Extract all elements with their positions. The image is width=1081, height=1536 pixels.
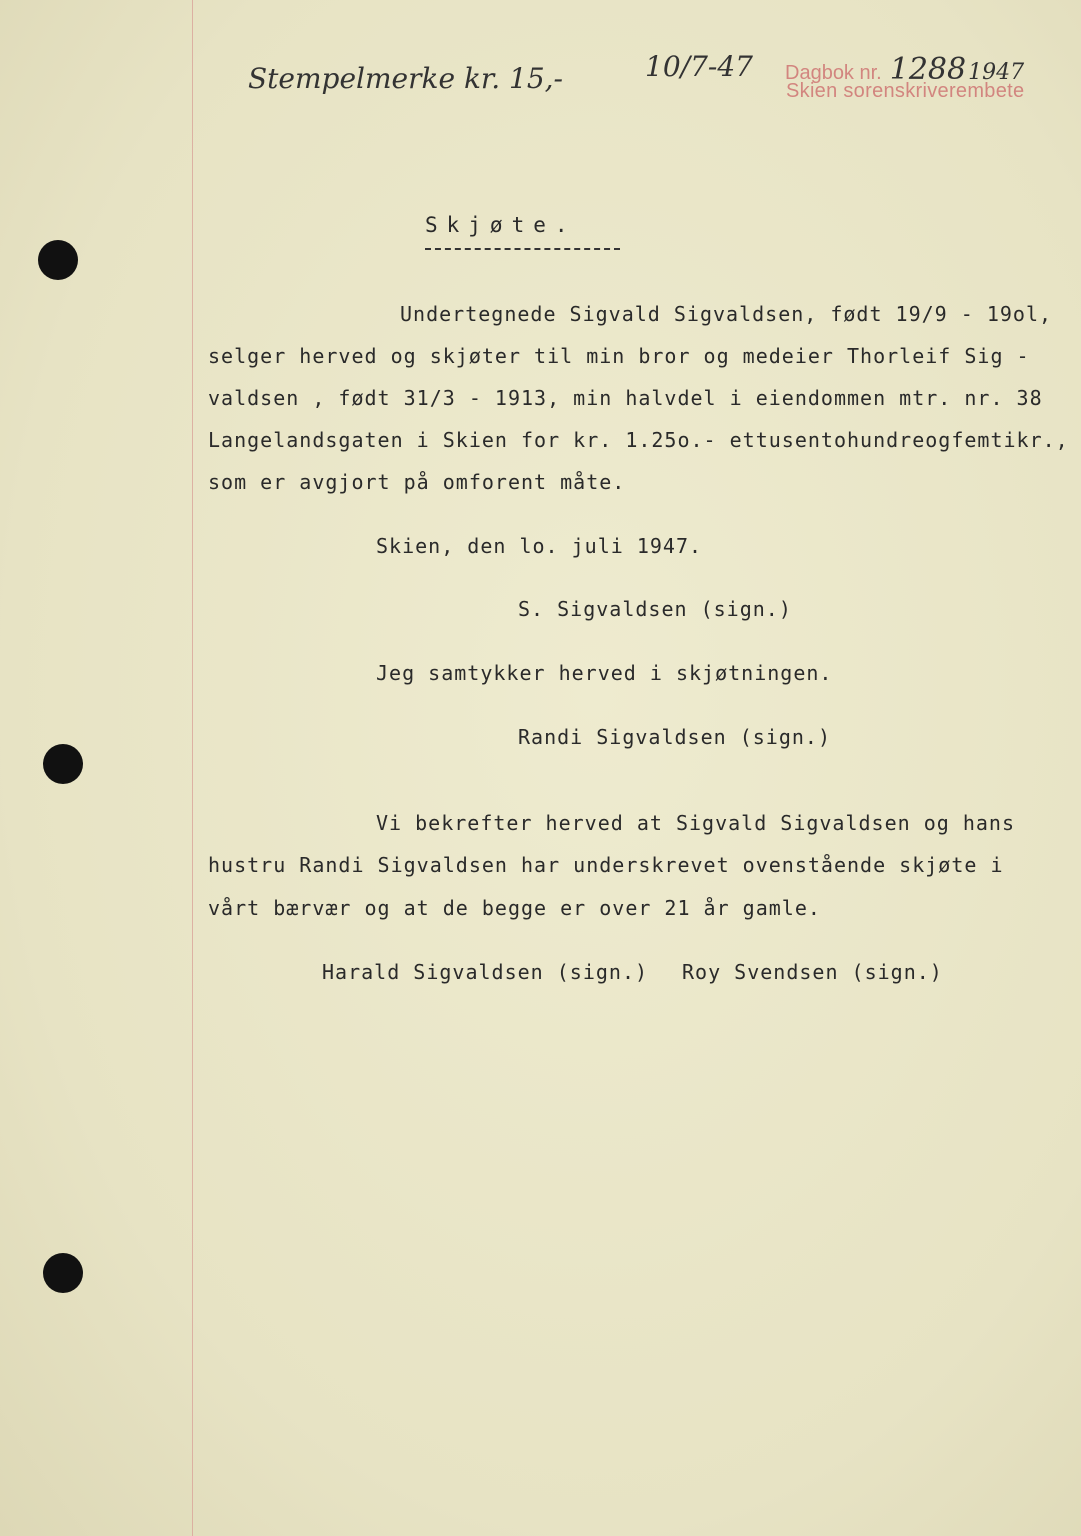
punch-hole-middle	[43, 744, 83, 784]
paragraph2-line2: hustru Randi Sigvaldsen har underskrevet ovenstående skjøte i	[208, 853, 1004, 877]
paragraph1-line3: valdsen , født 31/3 - 1913, min halvdel i eiendommen mtr. nr. 38	[208, 386, 1043, 410]
punch-hole-top	[38, 240, 78, 280]
stamp-label: Dagbok nr.	[785, 62, 882, 84]
stamp-number: 1288	[889, 52, 967, 87]
title-underline	[425, 248, 620, 250]
document-title: Skjøte.	[425, 213, 577, 237]
journal-stamp-office: Skien sorenskriverembete	[786, 80, 1025, 102]
consent-signature: Randi Sigvaldsen (sign.)	[518, 725, 831, 749]
paragraph2-line1: Vi bekrefter herved at Sigvald Sigvaldsen og hans	[376, 811, 1016, 835]
seller-signature: S. Sigvaldsen (sign.)	[518, 597, 792, 621]
witness2-signature: Roy Svendsen (sign.)	[682, 960, 943, 984]
paragraph1-line5: som er avgjort på omforent måte.	[208, 470, 626, 494]
handwritten-stamp-fee: Stempelmerke kr. 15,-	[248, 62, 564, 95]
paragraph2-line3: vårt bærvær og at de begge er over 21 år gamle.	[208, 896, 821, 920]
margin-rule	[192, 0, 193, 1536]
witness1-signature: Harald Sigvaldsen (sign.)	[322, 960, 649, 984]
place-and-date: Skien, den lo. juli 1947.	[376, 534, 703, 558]
handwritten-date: 10/7-47	[645, 50, 753, 83]
stamp-year: 1947	[968, 60, 1025, 85]
paragraph1-line2: selger herved og skjøter til min bror og medeier Thorleif Sig -	[208, 344, 1030, 368]
punch-hole-bottom	[43, 1253, 83, 1293]
consent-statement: Jeg samtykker herved i skjøtningen.	[376, 661, 833, 685]
paragraph1-line4: Langelandsgaten i Skien for kr. 1.25o.- ettusentohundreogfemtikr.,	[208, 428, 1069, 452]
paragraph1-line1: Undertegnede Sigvald Sigvaldsen, født 19/9 - 19ol,	[400, 302, 1053, 326]
